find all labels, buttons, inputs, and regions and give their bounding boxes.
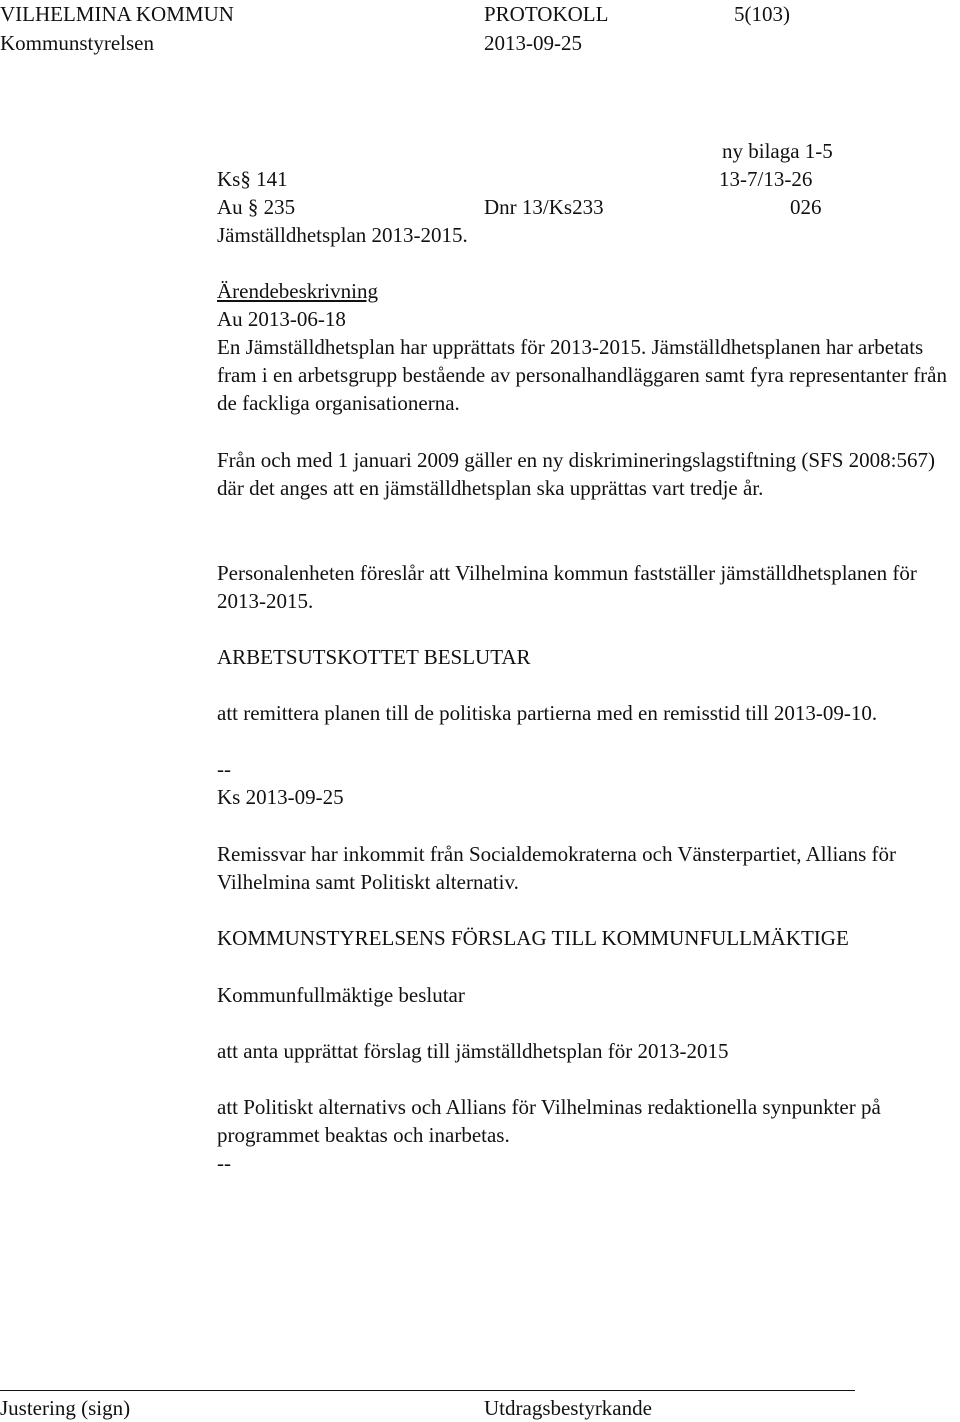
section-sign: § <box>240 167 251 191</box>
case-ks-ref <box>217 165 288 193</box>
description-heading: Ärendebeskrivning <box>217 279 378 303</box>
signature-rule <box>0 1390 855 1391</box>
case-ks-number: 141 <box>256 167 288 191</box>
description-au-date: Au 2013-06-18 <box>217 307 346 331</box>
header-page-number: 5(103) <box>734 2 790 26</box>
au-decision-heading: ARBETSUTSKOTTET BESLUTAR <box>217 645 531 669</box>
separator: -- <box>217 757 231 781</box>
case-au-label: Au <box>217 195 243 219</box>
ks-proposal-heading: KOMMUNSTYRELSENS FÖRSLAG TILL KOMMUNFULLMÄKTIGE <box>217 926 849 950</box>
section-sign: § <box>247 195 259 219</box>
ks-remiss-text: Remissvar har inkommit från Socialdemokraterna och Vänsterpartiet, Allians för Vilhelmina samt Politiskt alternativ. <box>217 842 897 894</box>
kf-decides: Kommunfullmäktige beslutar <box>217 983 465 1007</box>
header-org: VILHELMINA KOMMUN <box>0 2 234 26</box>
case-title: Jämställdhetsplan 2013-2015. <box>217 223 468 247</box>
case-au-ref <box>217 193 295 221</box>
decision-att-2: att Politiskt alternativs och Allians för Vilhelminas redaktionella synpunkter på programmet beaktas och inarbetas. <box>217 1095 881 1147</box>
description-paragraph-1: En Jämställdhetsplan har upprättats för 2013-2015. Jämställdhetsplanen har arbetats fram i en arbetsgrupp bestående av personalhandläggaren samt fyra representanter från de fackliga organisationerna. <box>217 335 947 415</box>
footer-utdragsbestyrkande: Utdragsbestyrkande <box>484 1396 652 1420</box>
ks-date: Ks 2013-09-25 <box>217 785 344 809</box>
case-code: 026 <box>790 195 822 219</box>
au-decision-text: att remittera planen till de politiska partierna med en remisstid till 2013-09-10. <box>217 701 878 725</box>
footer-justering: Justering (sign) <box>0 1396 131 1420</box>
attachment-note: ny bilaga 1-5 <box>722 139 833 163</box>
separator: -- <box>217 1151 231 1175</box>
case-ref-right: 13-7/13-26 <box>719 167 813 191</box>
case-au-number: 235 <box>263 195 296 219</box>
description-paragraph-2: Från och med 1 januari 2009 gäller en ny diskrimineringslagstiftning (SFS 2008:567) där det anges att en jämställdhetsplan ska upprättas vart tredje år. <box>217 448 935 500</box>
case-dnr: Dnr 13/Ks233 <box>484 195 604 219</box>
header-doc-type: PROTOKOLL <box>484 2 609 26</box>
decision-att-1: att anta upprättat förslag till jämställdhetsplan för 2013-2015 <box>217 1039 729 1063</box>
case-ks-label: Ks <box>217 167 241 191</box>
header-body: Kommunstyrelsen <box>0 31 154 55</box>
header-date: 2013-09-25 <box>484 31 582 55</box>
description-paragraph-3: Personalenheten föreslår att Vilhelmina kommun fastställer jämställdhetsplanen för 2013-2015. <box>217 561 917 613</box>
